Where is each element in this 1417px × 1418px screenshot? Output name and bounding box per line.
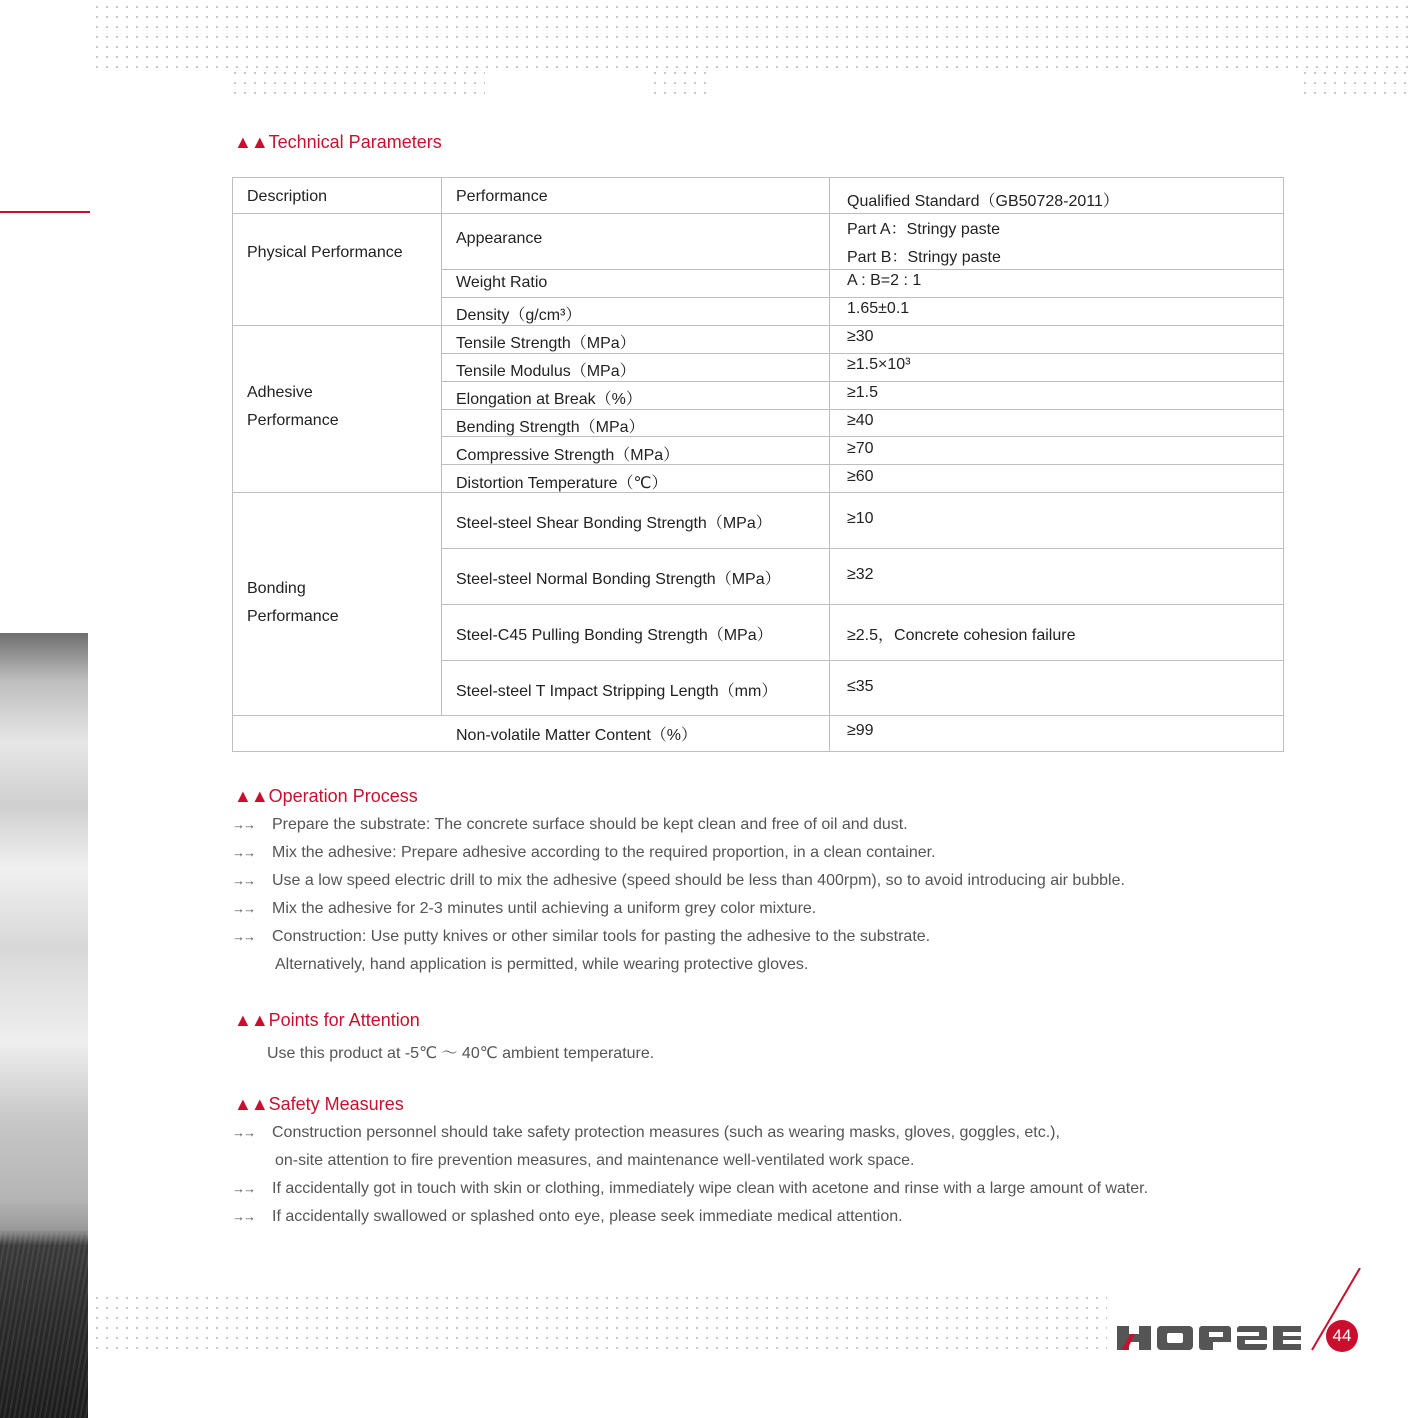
dot-pattern-top-mid: [650, 68, 710, 96]
table-cell-standard: ≥99: [847, 722, 874, 739]
double-arrow-icon: →→: [232, 901, 254, 916]
dot-pattern-bottom: [92, 1293, 1107, 1349]
table-divider: [441, 178, 442, 715]
table-cell-standard: ≥1.5×10³: [847, 356, 911, 373]
table-cell-standard: ≤35: [847, 678, 874, 695]
dot-pattern-top-right: [1300, 68, 1410, 96]
table-divider: [233, 213, 1283, 214]
table-cell-standard: ≥60: [847, 468, 874, 485]
table-divider: [233, 715, 1283, 716]
table-cell-performance: Tensile Strength（MPa）: [456, 335, 636, 352]
table-cell-standard: 1.65±0.1: [847, 300, 910, 317]
table-cell-standard: ≥1.5: [847, 384, 879, 401]
triangle-marker-icon: ▲▲: [234, 1010, 268, 1030]
table-divider: [441, 381, 1283, 382]
table-header-performance: Performance: [456, 188, 548, 205]
horse-logo: [1117, 1322, 1302, 1354]
double-arrow-icon: →→: [232, 929, 254, 944]
table-cell-performance: Steel-steel Normal Bonding Strength（MPa）: [456, 571, 781, 588]
list-item: →→ Construction personnel should take safety protection measures (such as wearing masks, gloves, goggles, etc.),: [232, 1124, 1060, 1141]
table-cell-performance: Non-volatile Matter Content（%）: [456, 727, 697, 744]
list-item: →→ Use a low speed electric drill to mix the adhesive (speed should be less than 400rpm), so to avoid introducing air bubble.: [232, 872, 1125, 889]
table-divider: [441, 604, 1283, 605]
table-cell-performance: Distortion Temperature（℃）: [456, 475, 668, 492]
table-cell-performance: Density（g/cm³）: [456, 307, 582, 324]
table-divider: [441, 660, 1283, 661]
triangle-marker-icon: ▲▲: [234, 786, 268, 806]
table-cell-performance: Compressive Strength（MPa）: [456, 447, 680, 464]
double-arrow-icon: →→: [232, 817, 254, 832]
table-header-description: Description: [247, 188, 328, 205]
list-item: →→ Mix the adhesive: Prepare adhesive according to the required proportion, in a clean container.: [232, 844, 936, 861]
table-header-standard: Qualified Standard（GB50728-2011）: [847, 193, 1119, 210]
table-cell-standard: ≥30: [847, 328, 874, 345]
table-cell-standard: ≥10: [847, 510, 874, 527]
triangle-marker-icon: ▲▲: [234, 132, 268, 152]
table-divider: [233, 325, 1283, 326]
table-cell-standard: ≥32: [847, 566, 874, 583]
table-divider: [441, 353, 1283, 354]
double-arrow-icon: →→: [232, 1181, 254, 1196]
table-cell-performance: Steel-steel Shear Bonding Strength（MPa）: [456, 515, 772, 532]
list-item: →→ Construction: Use putty knives or other similar tools for pasting the adhesive to the substrate.: [232, 928, 931, 945]
table-cell-performance: Weight Ratio: [456, 274, 548, 291]
table-cell-performance: Steel-steel T Impact Stripping Length（mm）: [456, 683, 778, 700]
table-cell-standard: A : B=2 : 1: [847, 272, 922, 289]
list-item-continuation: Alternatively, hand application is permitted, while wearing protective gloves.: [275, 956, 809, 973]
list-item: →→ If accidentally got in touch with skin or clothing, immediately wipe clean with acetone and rinse with a large amount of water.: [232, 1180, 1149, 1197]
side-landscape-photo: [0, 633, 88, 1418]
page-number: 44: [1326, 1320, 1358, 1352]
table-cell-standard: ≥40: [847, 412, 874, 429]
double-arrow-icon: →→: [232, 873, 254, 888]
dot-pattern-top-left: [230, 68, 485, 96]
attention-text: Use this product at -5℃ ～ 40℃ ambient temperature.: [267, 1045, 655, 1062]
triangle-marker-icon: ▲▲: [234, 1094, 268, 1114]
table-cell-performance: Steel-C45 Pulling Bonding Strength（MPa）: [456, 627, 773, 644]
section-title-safety: ▲▲Safety Measures: [234, 1094, 404, 1114]
group-adhesive-performance: Adhesive: [247, 384, 313, 401]
table-cell-standard: Part B：Stringy paste: [847, 249, 1001, 266]
dot-pattern-top: [92, 2, 1412, 68]
list-item: →→ Mix the adhesive for 2-3 minutes until achieving a uniform grey color mixture.: [232, 900, 817, 917]
group-bonding-performance: Bonding: [247, 580, 306, 597]
section-title-technical: ▲▲Technical Parameters: [234, 132, 442, 152]
list-item: →→ Prepare the substrate: The concrete surface should be kept clean and free of oil and dust.: [232, 816, 908, 833]
table-cell-performance: Bending Strength（MPa）: [456, 419, 645, 436]
list-item-continuation: on-site attention to fire prevention measures, and maintenance well-ventilated work space.: [275, 1152, 915, 1169]
technical-parameters-table: [232, 177, 1284, 752]
group-physical-performance: Physical Performance: [247, 244, 403, 261]
table-cell-performance: Tensile Modulus（MPa）: [456, 363, 636, 380]
double-arrow-icon: →→: [232, 845, 254, 860]
side-red-rule: [0, 211, 90, 213]
table-divider: [441, 409, 1283, 410]
group-adhesive-performance-line2: Performance: [247, 412, 339, 429]
table-divider: [441, 297, 1283, 298]
section-title-attention: ▲▲Points for Attention: [234, 1010, 420, 1030]
double-arrow-icon: →→: [232, 1125, 254, 1140]
table-divider: [441, 269, 1283, 270]
table-cell-performance: Elongation at Break（%）: [456, 391, 642, 408]
group-bonding-performance-line2: Performance: [247, 608, 339, 625]
table-cell-standard: ≥70: [847, 440, 874, 457]
table-cell-performance: Appearance: [456, 230, 543, 247]
double-arrow-icon: →→: [232, 1209, 254, 1224]
table-divider: [233, 492, 1283, 493]
table-cell-standard: Part A：Stringy paste: [847, 221, 1000, 238]
section-title-operation: ▲▲Operation Process: [234, 786, 418, 806]
table-divider: [829, 178, 830, 752]
table-divider: [441, 548, 1283, 549]
table-cell-standard: ≥2.5，Concrete cohesion failure: [847, 627, 1076, 644]
list-item: →→ If accidentally swallowed or splashed onto eye, please seek immediate medical attention.: [232, 1208, 903, 1225]
